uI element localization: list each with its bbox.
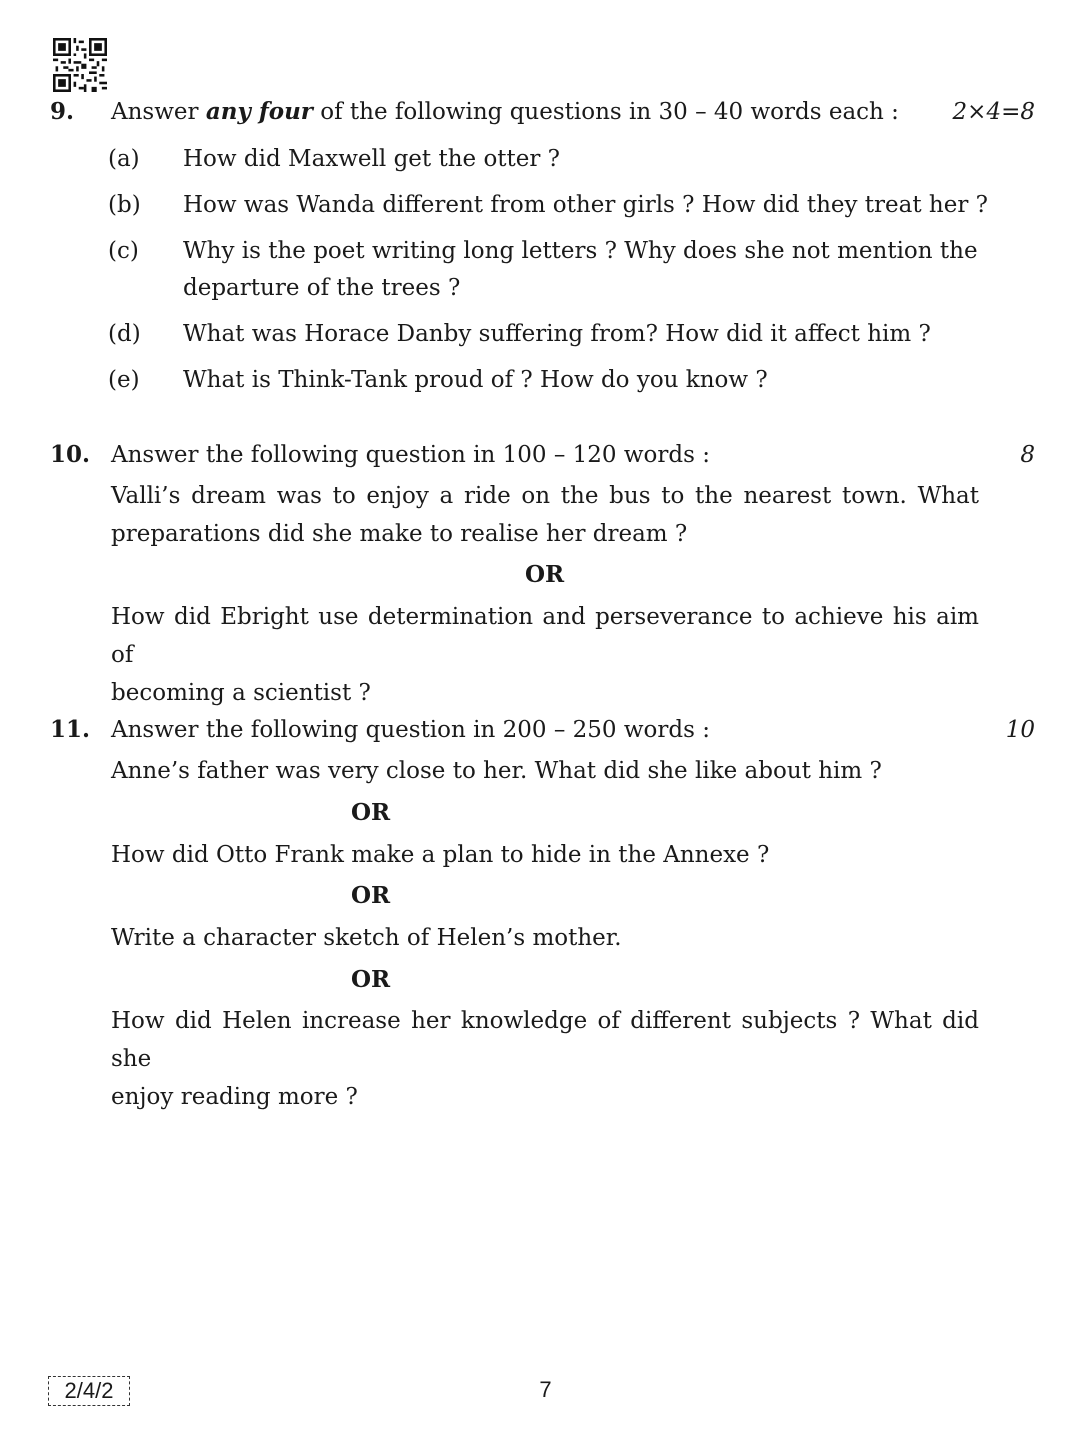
item-label: (d) [108,321,141,347]
item-label: (b) [108,192,141,218]
question-10-marks: 8 [1020,442,1035,468]
question-9-number: 9. [50,98,75,125]
or-separator: OR [351,799,391,826]
item-text: Why is the poet writing long letters ? Why does she not mention the [183,238,978,264]
question-11-number: 11. [50,716,91,743]
item-text: How was Wanda different from other girls ? How did they treat her ? [183,192,988,218]
item-text: How did Maxwell get the otter ? [183,146,561,172]
text-line: How did Ebright use determination and perseverance to achieve his aim of [111,604,979,668]
item-text: What was Horace Danby suffering from? How did it affect him ? [183,321,931,347]
text-line: Valli’s dream was to enjoy a ride on the bus to the nearest town. What [111,483,979,509]
question-10-option-1 [111,477,979,553]
question-9-instruction: Answer any four of the following questions in 30 – 40 words each : [111,98,899,125]
text-line: becoming a scientist ? [111,680,371,706]
question-10-instruction: Answer the following question in 100 – 120 words : [111,442,710,468]
item-text: departure of the trees ? [183,275,461,301]
question-10-option-2 [111,598,979,712]
question-9-marks: 2×4=8 [952,99,1035,125]
question-11-option-4 [111,1002,979,1116]
qr-code-icon [53,38,107,92]
item-label: (e) [108,367,140,393]
question-11-option-3: Write a character sketch of Helen’s mother. [111,925,622,951]
item-label: (c) [108,238,139,264]
page-number: 7 [539,1377,552,1402]
item-label: (a) [108,146,140,172]
or-separator: OR [351,966,391,993]
or-separator: OR [351,882,391,909]
or-separator: OR [525,561,565,588]
text-line: preparations did she make to realise her dream ? [111,521,688,547]
question-10-number: 10. [50,441,91,468]
paper-code: 2/4/2 [48,1376,130,1406]
question-11-marks: 10 [1005,717,1035,743]
item-text: What is Think-Tank proud of ? How do you know ? [183,367,768,393]
question-11-option-1: Anne’s father was very close to her. What did she like about him ? [111,758,882,784]
question-11-option-2: How did Otto Frank make a plan to hide in the Annexe ? [111,842,770,868]
question-11-instruction: Answer the following question in 200 – 250 words : [111,717,710,743]
text-line: How did Helen increase her knowledge of different subjects ? What did she [111,1008,979,1072]
text-line: enjoy reading more ? [111,1084,358,1110]
